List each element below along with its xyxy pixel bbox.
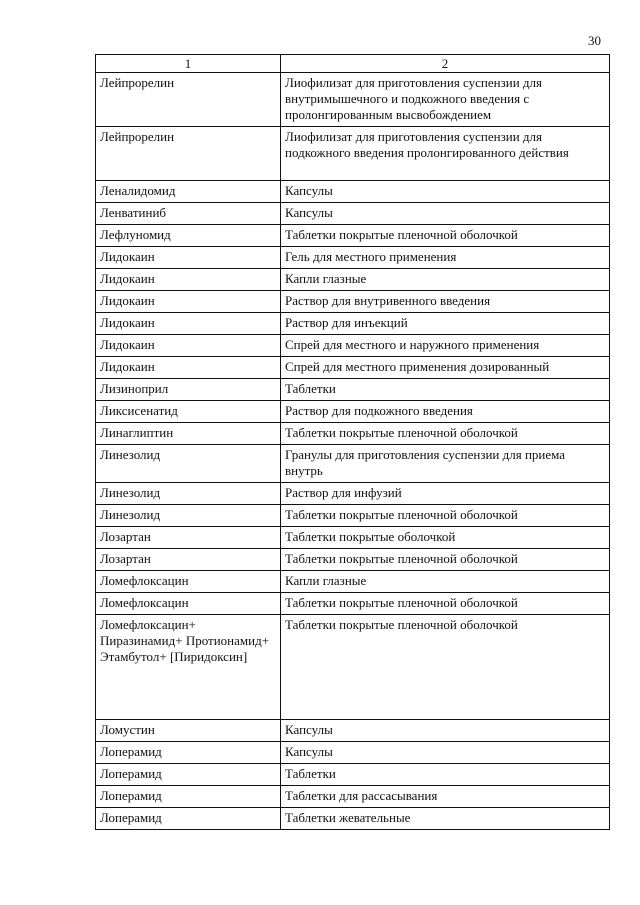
table-row — [96, 247, 610, 269]
table-row — [96, 720, 610, 742]
drug-name-cell: Лизиноприл — [96, 379, 281, 401]
drug-name-cell: Лидокаин — [96, 247, 281, 269]
drug-name-cell: Лоперамид — [96, 764, 281, 786]
dosage-form-cell: Раствор для инъекций — [281, 313, 610, 335]
table-row — [96, 742, 610, 764]
drug-name-cell: Лоперамид — [96, 742, 281, 764]
table-row — [96, 127, 610, 181]
table-row — [96, 615, 610, 720]
drug-name-cell: Лидокаин — [96, 269, 281, 291]
dosage-form-cell: Гранулы для приготовления суспензии для приема внутрь — [281, 445, 610, 483]
column-header-1: 1 — [96, 55, 281, 73]
dosage-form-cell: Раствор для внутривенного введения — [281, 291, 610, 313]
drug-name-cell: Ломефлоксацин — [96, 571, 281, 593]
table-row — [96, 181, 610, 203]
dosage-form-cell: Капсулы — [281, 181, 610, 203]
dosage-form-cell: Капсулы — [281, 742, 610, 764]
drug-name-cell: Лоперамид — [96, 786, 281, 808]
drug-name-cell: Ломефлоксацин — [96, 593, 281, 615]
table-row — [96, 269, 610, 291]
table-row — [96, 401, 610, 423]
drug-name-cell: Лозартан — [96, 527, 281, 549]
drug-name-cell: Лозартан — [96, 549, 281, 571]
drug-name-cell: Ликсисенатид — [96, 401, 281, 423]
table-row — [96, 571, 610, 593]
dosage-form-cell: Лиофилизат для приготовления суспензии для подкожного введения пролонгированного действия — [281, 127, 610, 181]
dosage-form-cell: Капли глазные — [281, 269, 610, 291]
dosage-form-cell: Раствор для подкожного введения — [281, 401, 610, 423]
table-row — [96, 527, 610, 549]
table-row — [96, 291, 610, 313]
drug-name-cell: Ленватиниб — [96, 203, 281, 225]
dosage-form-cell: Спрей для местного и наружного применения — [281, 335, 610, 357]
table-row — [96, 786, 610, 808]
page-number: 30 — [588, 33, 601, 48]
table-row — [96, 593, 610, 615]
table-row — [96, 73, 610, 127]
dosage-form-cell: Таблетки — [281, 764, 610, 786]
table-row — [96, 505, 610, 527]
dosage-form-cell: Раствор для инфузий — [281, 483, 610, 505]
table-row — [96, 203, 610, 225]
drug-name-cell: Ломустин — [96, 720, 281, 742]
dosage-form-cell: Гель для местного применения — [281, 247, 610, 269]
dosage-form-cell: Капсулы — [281, 720, 610, 742]
drug-name-cell: Лейпрорелин — [96, 73, 281, 127]
table-row — [96, 423, 610, 445]
drug-name-cell: Лидокаин — [96, 335, 281, 357]
drug-name-cell: Лидокаин — [96, 291, 281, 313]
drug-name-cell: Лейпрорелин — [96, 127, 281, 181]
table-row — [96, 335, 610, 357]
table-row — [96, 483, 610, 505]
drug-table — [95, 54, 610, 830]
dosage-form-cell: Таблетки покрытые пленочной оболочкой — [281, 549, 610, 571]
drug-name-cell: Лидокаин — [96, 357, 281, 379]
dosage-form-cell: Таблетки покрытые пленочной оболочкой — [281, 225, 610, 247]
drug-name-cell: Лефлуномид — [96, 225, 281, 247]
dosage-form-cell: Таблетки жевательные — [281, 808, 610, 830]
drug-name-cell: Лидокаин — [96, 313, 281, 335]
dosage-form-cell: Капли глазные — [281, 571, 610, 593]
drug-name-cell: Линезолид — [96, 505, 281, 527]
column-header-2: 2 — [281, 55, 610, 73]
table-row — [96, 357, 610, 379]
table-row — [96, 808, 610, 830]
dosage-form-cell: Таблетки — [281, 379, 610, 401]
dosage-form-cell: Таблетки покрытые пленочной оболочкой — [281, 423, 610, 445]
drug-name-cell: Линезолид — [96, 483, 281, 505]
drug-name-cell: Леналидомид — [96, 181, 281, 203]
table-row — [96, 549, 610, 571]
table-row — [96, 225, 610, 247]
drug-name-cell: Ломефлоксацин+ Пиразинамид+ Протионамид+ Этамбутол+ [Пиридоксин] — [96, 615, 281, 720]
table-row — [96, 379, 610, 401]
dosage-form-cell: Таблетки покрытые пленочной оболочкой — [281, 505, 610, 527]
dosage-form-cell: Капсулы — [281, 203, 610, 225]
table-body — [96, 73, 610, 830]
dosage-form-cell: Лиофилизат для приготовления суспензии для внутримышечного и подкожного введения с пролонгированным высвобождением — [281, 73, 610, 127]
drug-name-cell: Линезолид — [96, 445, 281, 483]
table-row — [96, 445, 610, 483]
dosage-form-cell: Таблетки покрытые пленочной оболочкой — [281, 593, 610, 615]
dosage-form-cell: Спрей для местного применения дозированный — [281, 357, 610, 379]
dosage-form-cell: Таблетки для рассасывания — [281, 786, 610, 808]
drug-name-cell: Лоперамид — [96, 808, 281, 830]
dosage-form-cell: Таблетки покрытые оболочкой — [281, 527, 610, 549]
table-row — [96, 764, 610, 786]
table-header-row — [96, 55, 610, 73]
drug-name-cell: Линаглиптин — [96, 423, 281, 445]
dosage-form-cell: Таблетки покрытые пленочной оболочкой — [281, 615, 610, 720]
table-row — [96, 313, 610, 335]
